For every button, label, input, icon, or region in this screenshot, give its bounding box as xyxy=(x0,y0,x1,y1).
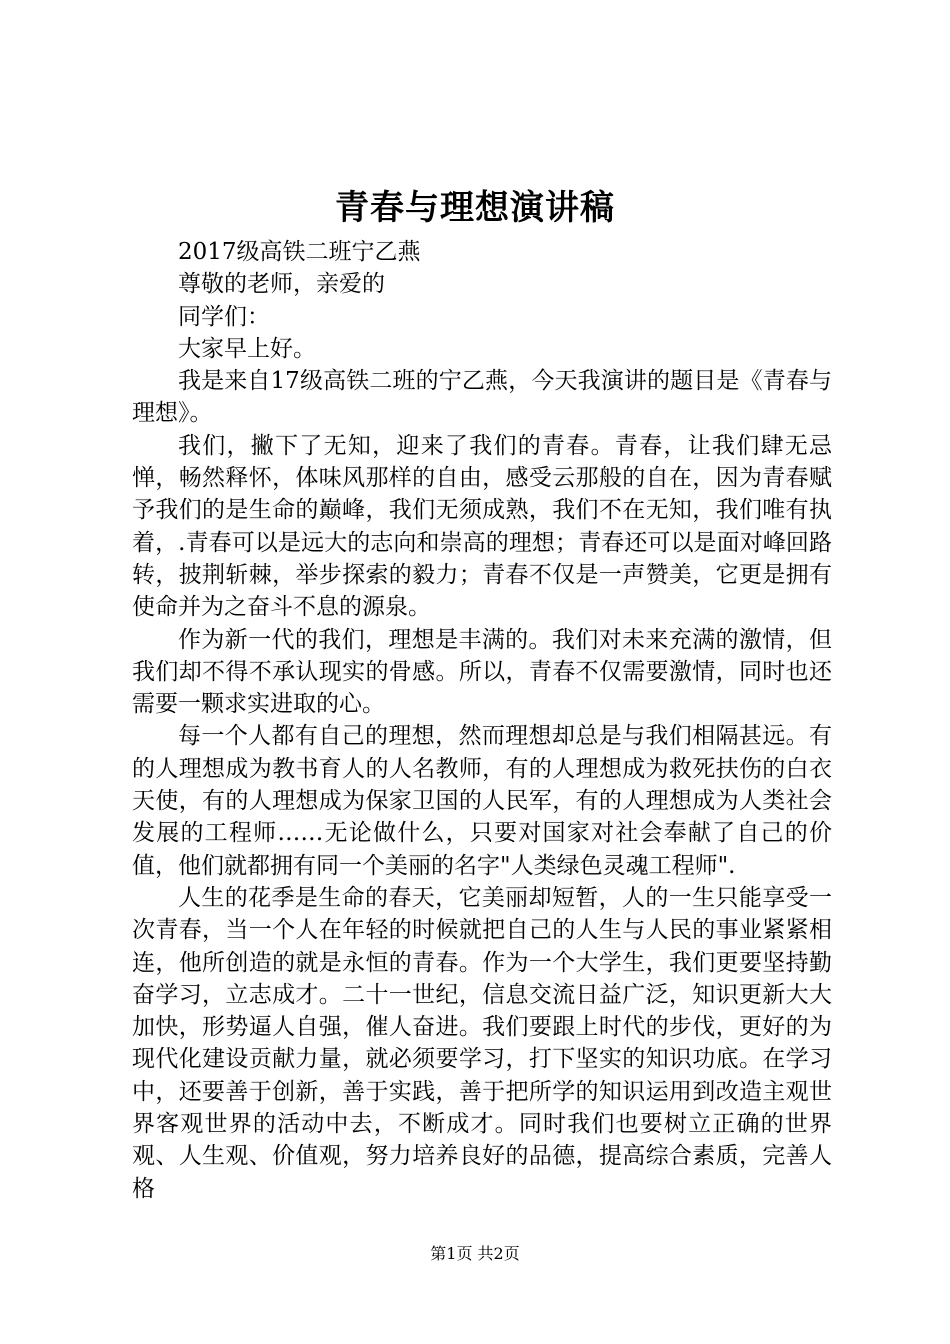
body-paragraph: 我是来自17级高铁二班的宁乙燕，今天我演讲的题目是《青春与理想》。 xyxy=(132,368,832,427)
greeting-line: 尊敬的老师，亲爱的 xyxy=(178,271,385,298)
page-number: 第1页 共2页 xyxy=(430,1244,520,1263)
greeting-line: 大家早上好。 xyxy=(178,335,316,362)
document-title: 青春与理想演讲稿 xyxy=(335,188,615,228)
body-paragraph: 我们，撇下了无知，迎来了我们的青春。青春，让我们肆无忌惮，畅然释怀，体味风那样的自由，感受云那般的自在，因为青春赋予我们的是生命的巅峰，我们无须成熟，我们不在无知，我们唯有执着，.青春可以是远大的志向和崇高的理想；青春还可以是面对峰回路转，披荆斩棘，举步探索的毅力；青春不仅是一声赞美，它更是拥有使命并为之奋斗不息的源泉。 xyxy=(132,432,832,621)
body-paragraph: 人生的花季是生命的春天，它美丽却短暂，人的一生只能享受一次青春，当一个人在年轻的时候就把自己的人生与人民的事业紧紧相连，他所创造的就是永恒的青春。作为一个大学生，我们更要坚持勤奋学习，立志成才。二十一世纪，信息交流日益广泛，知识更新大大加快，形势逼人自强，催人奋进。我们要跟上时代的步伐，更好的为现代化建设贡献力量，就必须要学习，打下坚实的知识功底。在学习中，还要善于创新，善于实践，善于把所学的知识运用到改造主观世界客观世界的活动中去，不断成才。同时我们也要树立正确的世界观、人生观、价值观，努力培养良好的品德，提高综合素质，完善人格 xyxy=(132,884,832,1202)
body-paragraph: 作为新一代的我们，理想是丰满的。我们对未来充满的激情，但我们却不得不承认现实的骨感。所以，青春不仅需要激情，同时也还需要一颗求实进取的心。 xyxy=(132,626,832,718)
author-line: 2017级高铁二班宁乙燕 xyxy=(178,239,421,265)
document-body xyxy=(132,236,832,1205)
body-paragraph: 每一个人都有自己的理想，然而理想却总是与我们相隔甚远。有的人理想成为教书育人的人名教师，有的人理想成为救死扶伤的白衣天使，有的人理想成为保家卫国的人民军，有的人理想成为人类社会发展的工程师……无论做什么，只要对国家对社会奉献了自己的价值，他们就都拥有同一个美丽的名字"人类绿色灵魂工程师". xyxy=(132,723,832,879)
greeting-line: 同学们： xyxy=(178,303,270,330)
